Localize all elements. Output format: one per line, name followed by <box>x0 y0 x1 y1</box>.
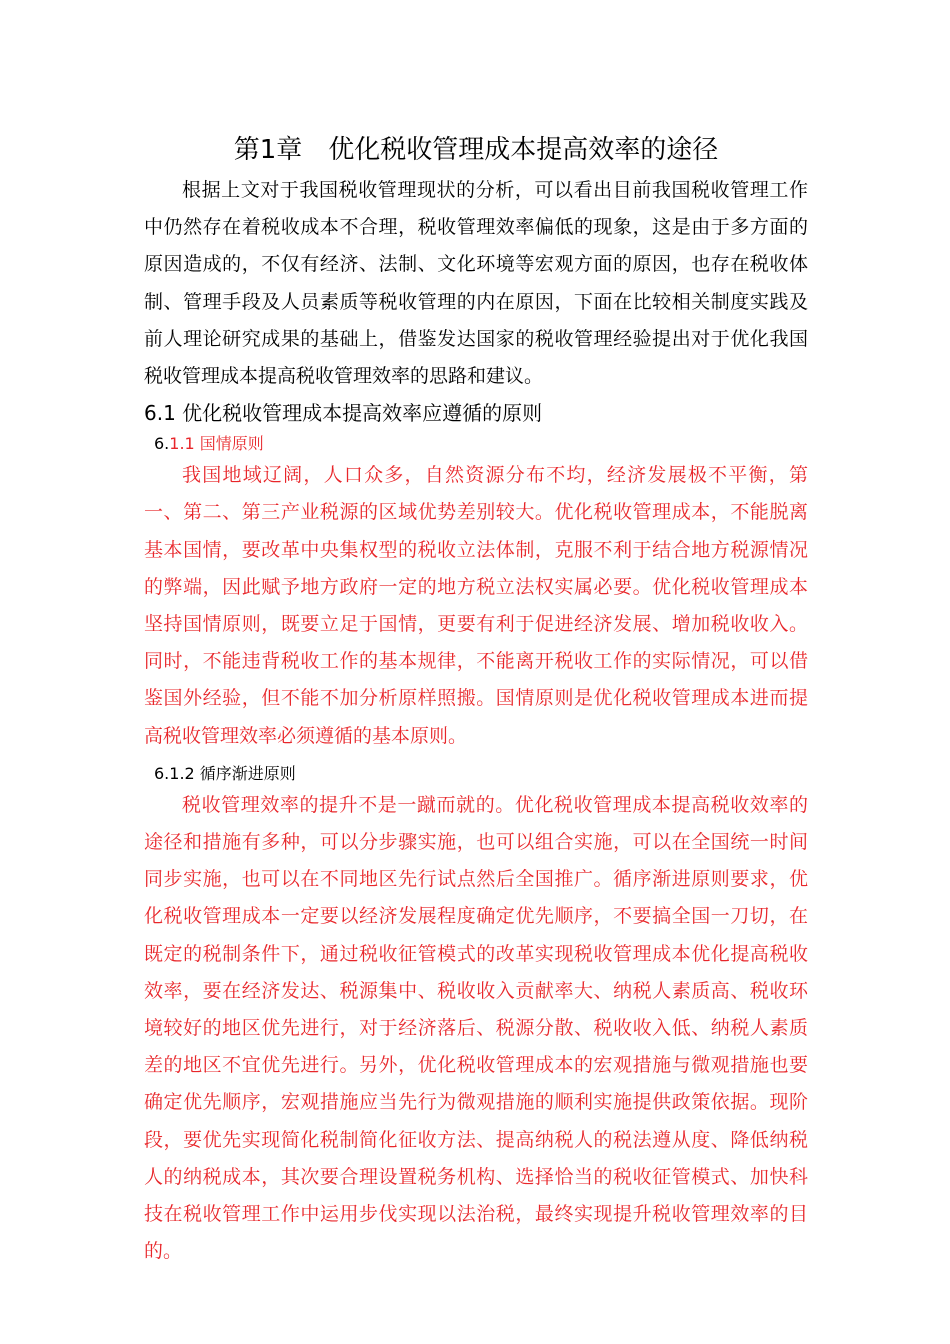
paragraph-gradual-progress: 税收管理效率的提升不是一蹴而就的。优化税收管理成本提高税收效率的途径和措施有多种，可以分步骤实施，也可以组合实施，可以在全国统一时间同步实施，也可以在不同地区先行试点然后全国推广。循序渐进原则要求，优化税收管理成本一定要以经济发展程度确定优先顺序，不要搞全国一刀切，在既定的税制条件下，通过税收征管模式的改革实现税收管理成本优化提高税收效率，要在经济发达、税源集中、税收收入贡献率大、纳税人素质高、税收环境较好的地区优先进行，对于经济落后、税源分散、税收收入低、纳税人素质差的地区不宜优先进行。另外，优化税收管理成本的宏观措施与微观措施也要确定优先顺序，宏观措施应当先行为微观措施的顺利实施提供政策依据。现阶段，要优先实现简化税制简化征收方法、提高纳税人的税法遵从度、降低纳税人的纳税成本，其次要合理设置税务机构、选择恰当的税收征管模式、加快科技在税收管理工作中运用步伐实现以法治税，最终实现提升税收管理效率的目的。 <box>144 793 808 1263</box>
section-heading-6-1: 6.1 优化税收管理成本提高效率应遵循的原则 <box>144 401 543 426</box>
section-number-prefix: 6. <box>154 434 170 454</box>
section-heading-6-1-2: 6.1.2 循序渐进原则 <box>154 763 296 783</box>
intro-paragraph: 根据上文对于我国税收管理现状的分析，可以看出目前我国税收管理工作中仍然存在着税收成本不合理，税收管理效率偏低的现象，这是由于多方面的原因造成的，不仅有经济、法制、文化环境等宏观方面的原因，也存在税收体制、管理手段及人员素质等税收管理的内在原因，下面在比较相关制度实践及前人理论研究成果的基础上，借鉴发达国家的税收管理经验提出对于优化我国税收管理成本提高税收管理效率的思路和建议。 <box>144 179 808 388</box>
chapter-title: 第1章 优化税收管理成本提高效率的途径 <box>233 135 719 165</box>
section-title: 国情原则 <box>199 434 264 454</box>
section-heading-6-1-1 <box>144 431 808 457</box>
paragraph-national-conditions: 我国地域辽阔，人口众多，自然资源分布不均，经济发展极不平衡，第一、第二、第三产业税源的区域优势差别较大。优化税收管理成本，不能脱离基本国情，要改革中央集权型的税收立法体制，克服不利于结合地方税源情况的弊端，因此赋予地方政府一定的地方税立法权实属必要。优化税收管理成本坚持国情原则，既要立足于国情，更要有利于促进经济发展、增加税收收入。同时，不能违背税收工作的基本规律，不能离开税收工作的实际情况，可以借鉴国外经验，但不能不加分析原样照搬。国情原则是优化税收管理成本进而提高税收管理效率必须遵循的基本原则。 <box>144 464 808 747</box>
section-number-rest: 1.1 <box>169 434 200 454</box>
document-page <box>144 128 808 1270</box>
